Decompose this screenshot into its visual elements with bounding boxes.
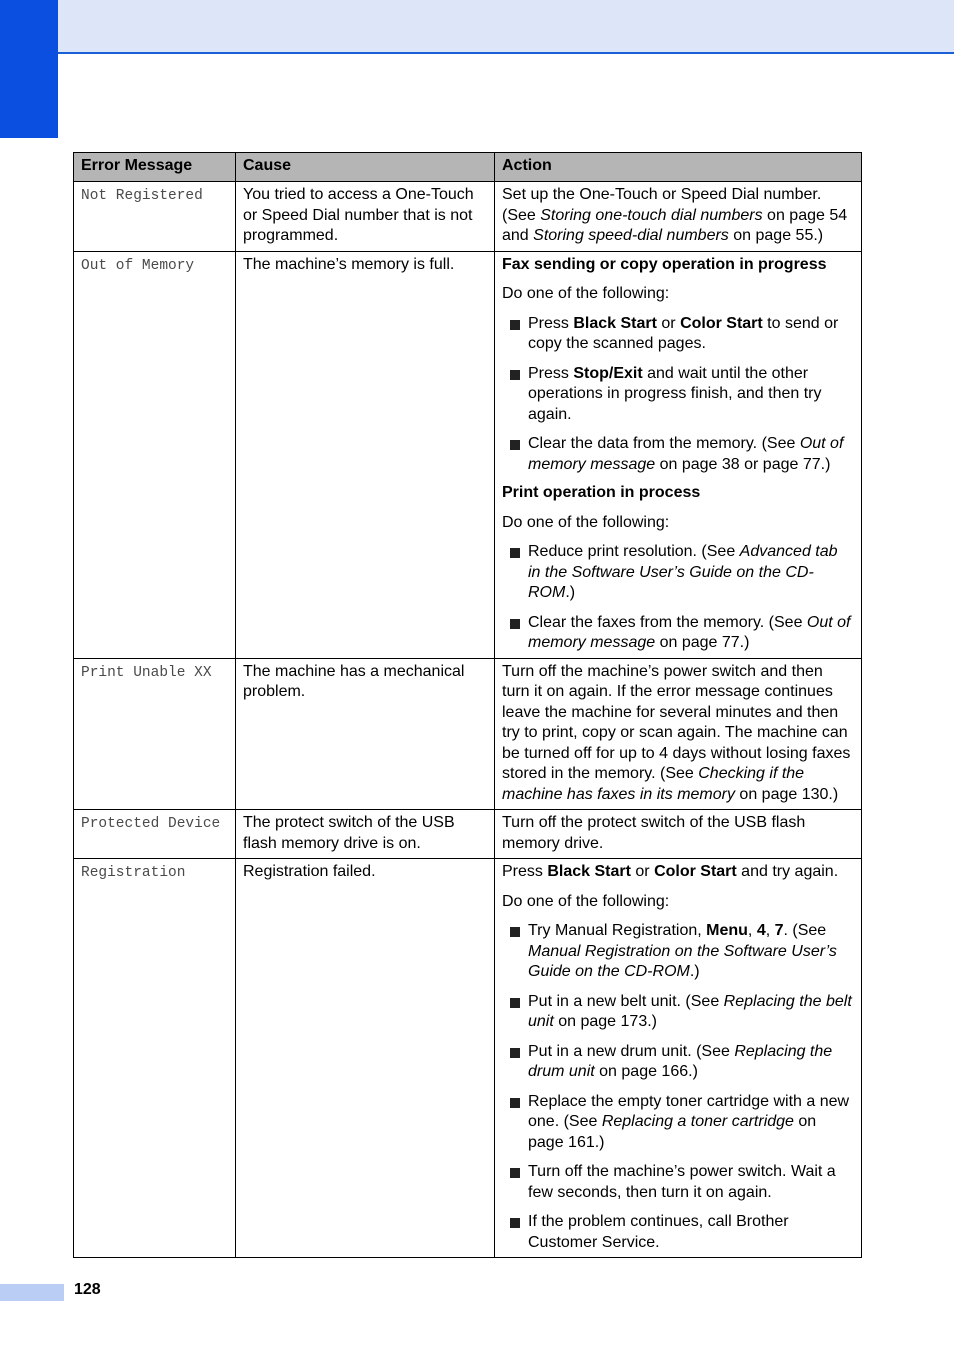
text: Try Manual Registration, [528,922,707,939]
text: on page 166.) [594,1063,698,1080]
reference-link[interactable]: Advanced tab in the Software User’s Guide on the CD-ROM [528,543,838,601]
text: Press [528,314,574,332]
instruction-text: Do one of the following: [502,892,670,910]
table-row [74,251,862,658]
list-item [502,542,854,604]
page-number: 128 [74,1281,101,1298]
text: or [656,314,681,332]
instruction-text: Do one of the following: [502,285,670,302]
text: or [630,863,655,880]
text: on page 38 or page 77.) [655,455,831,473]
column-header-cause: Cause [236,153,495,182]
reference-link[interactable]: Replacing a toner cartridge [601,1113,794,1130]
list-item [502,314,854,355]
list-item [502,613,854,654]
square-bullet-icon [510,320,520,330]
text: Turn off the machine’s power switch and then turn it on again. If the error message continues leave the machine for several minutes and then try to print, copy or scan again. The machine can be turned off for up to 4 days without losing faxes stored in the memory. (See [502,662,851,782]
action-cell [495,182,862,252]
table-row [74,859,862,1258]
error-message-cell: Registration [74,859,236,1258]
reference-link[interactable]: Checking if the machine has faxes in its memory [502,765,805,803]
text: on page 161.) [528,1113,817,1151]
key-name: Stop/Exit [573,364,643,382]
text: Press [502,863,548,880]
key-name: Menu [706,922,748,939]
text: Set up the One-Touch or Speed Dial number. (See [502,186,822,224]
text: , [747,922,757,939]
column-header-error-message: Error Message [74,153,236,182]
text: Reduce print resolution. (See [528,543,740,560]
square-bullet-icon [510,1168,520,1178]
action-cell [495,658,862,810]
key-name: Color Start [654,863,737,880]
section-heading: Fax sending or copy operation in progress [502,255,827,273]
text: on page 173.) [553,1013,657,1030]
cause-cell: The protect switch of the USB flash memory drive is on. [236,810,495,859]
bullet-list [502,921,854,1253]
text: . (See [783,922,827,939]
key-name: Black Start [573,314,657,332]
error-message-cell: Out of Memory [74,251,236,658]
square-bullet-icon [510,927,520,937]
text: Clear the data from the memory. (See [528,435,800,452]
bullet-list [502,542,854,654]
text: Put in a new drum unit. (See [528,1042,735,1060]
text: .) [689,963,700,980]
chapter-tab [0,0,58,138]
bullet-list [502,314,854,476]
text: Replace the empty toner cartridge with a new one. (See [528,1092,850,1130]
error-message-cell: Print Unable XX [74,658,236,810]
cause-cell: You tried to access a One-Touch or Speed Dial number that is not programmed. [236,182,495,252]
error-message-cell: Not Registered [74,182,236,252]
instruction-text [502,862,854,883]
square-bullet-icon [510,440,520,450]
text: and wait until the other operations in progress finish, and then try again. [528,364,822,423]
instruction-text: Do one of the following: [502,513,670,531]
reference-link[interactable]: Manual Registration on the Software User’s Guide on the CD-ROM [528,942,837,980]
list-item [502,1092,854,1154]
text: and try again. [736,863,839,880]
list-item [502,921,854,983]
cause-cell: The machine has a mechanical problem. [236,658,495,810]
square-bullet-icon [510,998,520,1008]
list-item [502,1042,854,1083]
key-name: 7 [774,922,784,939]
square-bullet-icon [510,548,520,558]
reference-link[interactable]: Storing one-touch dial numbers [540,206,763,224]
reference-link[interactable]: Replacing the belt unit [528,992,852,1030]
key-name: Black Start [547,863,631,880]
header-band [0,0,954,54]
text: Press [528,364,574,382]
text: Clear the faxes from the memory. (See [528,613,807,631]
reference-link[interactable]: Replacing the drum unit [528,1042,833,1080]
list-item [502,1162,854,1203]
footer-band [0,1284,64,1301]
action-cell [495,251,862,658]
text: Put in a new belt unit. (See [528,992,724,1010]
text: on page 130.) [734,785,839,803]
text: to send or copy the scanned pages. [528,314,839,352]
list-item [502,364,854,426]
text: Turn off the machine’s power switch. Wait a few seconds, then turn it on again. [528,1163,836,1201]
error-message-cell: Protected Device [74,810,236,859]
text: If the problem continues, call Brother Customer Service. [528,1213,789,1251]
cause-cell: The machine’s memory is full. [236,251,495,658]
error-messages-table [73,152,862,1258]
text: on page 54 and [502,206,848,244]
table-header-row [74,153,862,182]
square-bullet-icon [510,1218,520,1228]
text: .) [565,584,576,601]
text: on page 77.) [655,634,750,651]
table-row [74,810,862,859]
square-bullet-icon [510,370,520,380]
key-name: Color Start [680,314,763,332]
table-row [74,658,862,810]
text: , [765,922,775,939]
reference-link[interactable]: Out of memory message [528,613,851,651]
square-bullet-icon [510,619,520,629]
reference-link[interactable]: Out of memory message [528,435,844,473]
list-item [502,992,854,1033]
square-bullet-icon [510,1048,520,1058]
list-item [502,1212,854,1253]
reference-link[interactable]: Storing speed-dial numbers [533,227,729,244]
column-header-action: Action [495,153,862,182]
key-name: 4 [756,922,766,939]
section-heading: Print operation in process [502,484,701,501]
text: on page 55.) [728,227,824,244]
action-cell: Turn off the protect switch of the USB flash memory drive. [495,810,862,859]
table-row [74,182,862,252]
square-bullet-icon [510,1098,520,1108]
cause-cell: Registration failed. [236,859,495,1258]
action-cell [495,859,862,1258]
list-item [502,434,854,475]
